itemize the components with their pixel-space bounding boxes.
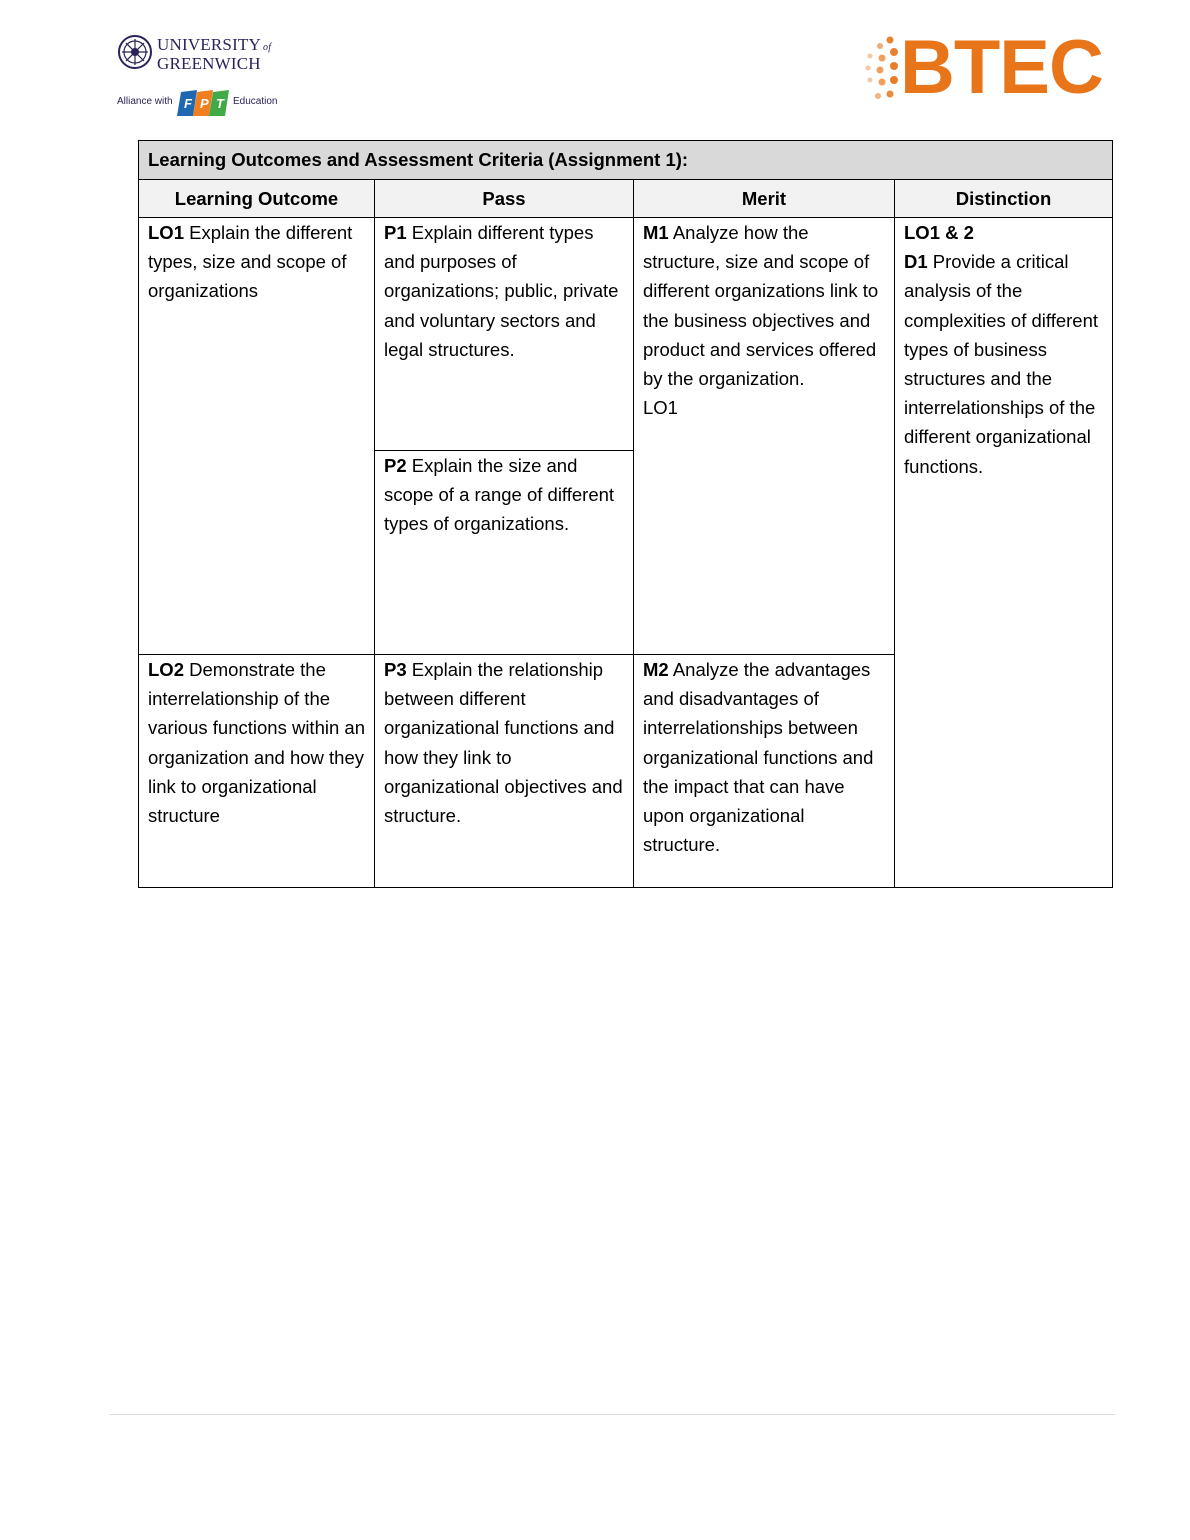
cell-p3: [375, 655, 634, 888]
btec-dots-icon: [858, 34, 904, 106]
criteria-table: [138, 140, 1113, 888]
cell-lo1: [139, 218, 375, 655]
btec-wordmark: BTEC: [900, 25, 1103, 110]
university-line1: UNIVERSITY: [157, 35, 261, 54]
p1-code: P1: [384, 222, 407, 243]
m1-text: Analyze how the structure, size and scope of different organizations link to the business objectives and product and services offered by the organization.: [643, 222, 879, 390]
p3-text: Explain the relationship between different organizational functions and how they link to organizational objectives and structure.: [384, 659, 623, 827]
university-crest-icon: [117, 34, 153, 70]
lo2-text: Demonstrate the interrelationship of the various functions within an organization and how they link to organizational structure: [148, 659, 365, 827]
footer-divider: [110, 1414, 1115, 1415]
d1-code: D1: [904, 251, 928, 273]
fpt-letter-f: F: [184, 96, 192, 111]
p2-code: P2: [384, 455, 407, 476]
lo1-code: LO1: [148, 222, 184, 243]
university-of: of: [263, 42, 272, 53]
fpt-letter-p: P: [200, 96, 209, 111]
university-name: [157, 37, 271, 72]
table-row-p1: [139, 218, 1113, 451]
cell-p2: [375, 451, 634, 655]
column-header-pass: Pass: [375, 180, 634, 218]
university-line2: GREENWICH: [157, 54, 261, 73]
m2-text: Analyze the advantages and disadvantages of interrelationships between organizational functions and the impact that can have upon organizational structure.: [643, 659, 874, 856]
university-logo: [117, 34, 282, 120]
m1-code: M1: [643, 222, 669, 243]
m1-ref: LO1: [643, 397, 678, 419]
column-header-distinction: Distinction: [895, 180, 1113, 218]
p1-text: Explain different types and purposes of organizations; public, private and voluntary sectors and legal structures.: [384, 222, 619, 360]
p3-code: P3: [384, 659, 407, 680]
column-header-merit: Merit: [634, 180, 895, 218]
cell-m2: [634, 655, 895, 888]
fpt-logo-icon: [177, 88, 231, 118]
m2-code: M2: [643, 659, 669, 680]
d1-text: Provide a critical analysis of the complexities of different types of business structures and the interrelationships of the different organizational functions.: [904, 251, 1099, 477]
alliance-suffix: Education: [233, 96, 278, 107]
table-title: Learning Outcomes and Assessment Criteria (Assignment 1):: [139, 141, 1113, 180]
btec-logo: [858, 25, 1103, 110]
cell-p1: [375, 218, 634, 451]
alliance-prefix: Alliance with: [117, 96, 173, 107]
table-header-row: [139, 180, 1113, 218]
cell-lo2: [139, 655, 375, 888]
p2-text: Explain the size and scope of a range of different types of organizations.: [384, 455, 615, 535]
d1-heading: LO1 & 2: [904, 222, 974, 243]
fpt-letter-t: T: [216, 96, 224, 111]
cell-m1: [634, 218, 895, 655]
table-title-row: [139, 141, 1113, 180]
cell-d1: [895, 218, 1113, 888]
fpt-alliance: [117, 88, 282, 118]
column-header-learning-outcome: Learning Outcome: [139, 180, 375, 218]
lo1-text: Explain the different types, size and scope of organizations: [148, 222, 353, 302]
lo2-code: LO2: [148, 659, 184, 680]
